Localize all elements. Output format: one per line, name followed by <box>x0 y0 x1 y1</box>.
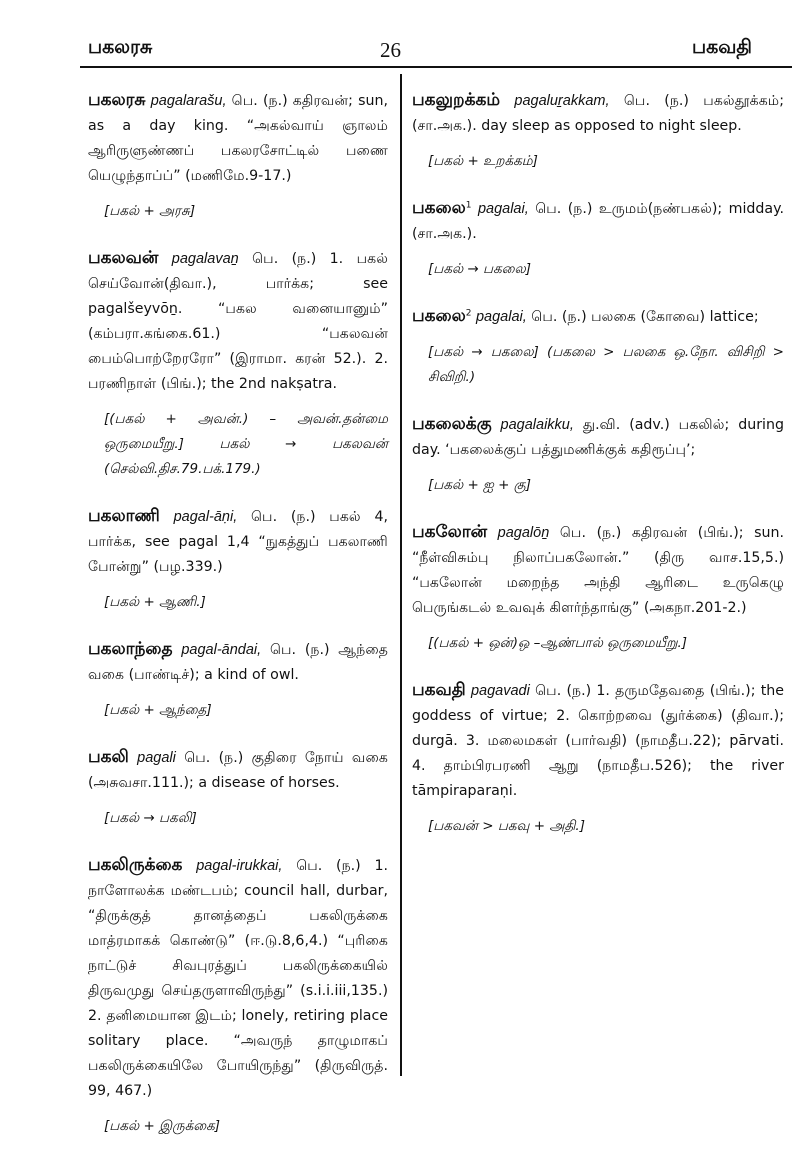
entry <box>412 520 784 656</box>
headword: பகலிருக்கை <box>88 855 183 875</box>
transliteration: pagal-irukkai, <box>196 858 283 874</box>
headword: பகலி <box>88 747 129 767</box>
etymology: [பகல் → பகலி] <box>104 810 197 826</box>
headword: பகலாந்தை <box>88 639 173 659</box>
etymology: [(பகல் + அவன்.) – அவன்.தன்மை ஒருமையீறு.] பகல் → பகலவன் (செல்வி.திச.79.பக்.179.) <box>104 411 388 477</box>
etymology: [பகல் + ஐ + கு] <box>428 477 531 493</box>
definition: பெ. (ந.) கதிரவன்; sun, as a day king. “அகல்வாய் ஞாலம் ஆரிருளுண்ணப் பகலரசோட்டில் பணை யெழுந்தாப்ப்” (மணிமே.9-17.) <box>88 93 389 184</box>
etymology: [பகல் + ஆந்தை] <box>104 702 212 718</box>
definition: பெ. (ந.) 1. பகல் செய்வோன்(திவா.), பார்க்க; see pagalšeyvōṉ. “பகல வனையானும்” (கம்பரா.கங்கை.61.) “பகலவன் பைம்பொற்றேரரோ” (இராமா. கரன் 52.). 2. பரணிநாள் (பிங்.); the 2nd nakṣatra. <box>88 251 388 392</box>
transliteration: pagal-āndai, <box>181 642 262 658</box>
headword: பகலோன் <box>412 522 488 542</box>
entry <box>412 196 784 282</box>
transliteration: pagalavaṉ <box>171 251 239 267</box>
definition: பெ. (ந.) கதிரவன் (பிங்.); sun. “நீள்விசும்பு நிலாப்பகலோன்.” (திரு வாச.15,5.) “பகலோன் மறைந்த அந்தி ஆரிடை உருகெழு பெருங்கடல் உவவுக் கிளர்ந்தாங்கு” (அகநா.201-2.) <box>412 525 784 616</box>
definition: பெ. (ந.) 1. தருமதேவதை (பிங்.); the goddess of virtue; 2. கொற்றவை (துர்க்கை) (திவா.); durgā. 3. மலைமகள் (பார்வதி) (நாமதீப.22); pārvati. 4. தாம்பிரபரணி ஆறு (நாமதீப.526); the river tāmpiraparaṇi. <box>412 683 784 799</box>
definition: து.வி. (adv.) பகலில்; during day. ‘பகலைக்குப் பத்துமணிக்குக் கதிரூப்பு’; <box>412 417 784 458</box>
definition: பெ. (ந.) ஆந்தை வகை (பாண்டிச்); a kind of owl. <box>88 642 388 683</box>
headword: பகலைக்கு <box>412 414 492 434</box>
column-divider <box>400 74 402 1076</box>
transliteration: pagalai, <box>475 309 527 325</box>
etymology: [பகல் + இருக்கை] <box>104 1118 221 1134</box>
header-first-word: பகலரசு <box>88 36 153 58</box>
left-column <box>88 88 388 1161</box>
headword: பகலவன் <box>88 248 159 268</box>
entry <box>88 853 388 1139</box>
headword: பகலரசு <box>88 90 146 110</box>
entry <box>88 745 388 831</box>
headword: பகலுறக்கம் <box>412 90 501 110</box>
definition: பெ. (ந.) பகல் 4, பார்க்க, see pagal 1,4 “நுகத்துப் பகலாணி போன்று” (பழ.339.) <box>88 509 388 575</box>
definition: பெ. (ந.) பலகை (கோவை) lattice; <box>531 309 759 325</box>
etymology: [பகல் + அரசு] <box>104 203 196 219</box>
transliteration: pagalarašu, <box>150 93 227 109</box>
etymology: [பகல் + உறக்கம்] <box>428 153 538 169</box>
definition: பெ. (ந.) பகல்தூக்கம்; (சா.அக.). day sleep as opposed to night sleep. <box>412 93 785 134</box>
headword: பகவதி <box>412 680 466 700</box>
entry <box>88 246 388 482</box>
headword: பகலை <box>412 306 466 326</box>
page-number: 26 <box>380 38 401 62</box>
headword: பகலாணி <box>88 506 160 526</box>
entry <box>88 504 388 615</box>
transliteration: pagavadi <box>470 683 530 699</box>
entry <box>412 304 784 390</box>
headword: பகலை <box>412 198 466 218</box>
etymology: [பகல் + ஆணி.] <box>104 594 206 610</box>
entry <box>88 637 388 723</box>
transliteration: pagali <box>137 750 176 766</box>
header-rule <box>80 66 792 68</box>
definition: பெ. (ந.) 1. நாளோலக்க மண்டபம்; council hall, durbar, “திருக்குத் தானத்தைப் பகலிருக்கை மாத்ரமாகக் கொண்டு” (ஈ.டு.8,6,4.) “புரிகை நாட்டுச் சிவபுரத்துப் பகலிருக்கையில் திருவமுது செய்தருளாவிருந்து” (s.i.i.iii,135.) 2. தனிமையான இடம்; lonely, retiring place solitary place. “அவருந் தாழுமாகப் பகலிருக்கையிலே போயிருந்து” (திருவிருத். 99, 467.) <box>88 858 388 1099</box>
entry <box>88 88 388 224</box>
etymology: [பகல் → பகலை] (பகலை > பலகை ஒ.நோ. விசிறி > சிவிறி.) <box>428 344 784 385</box>
transliteration: pagalaikku, <box>500 417 574 433</box>
transliteration: pagaluṟakkam, <box>514 93 610 109</box>
entry <box>412 88 784 174</box>
definition: பெ. (ந.) உருமம்(நண்பகல்); midday. (சா.அக.). <box>412 201 784 242</box>
header-last-word: பகவதி <box>691 36 752 58</box>
etymology: [(பகல் + ஒன்)ஒ –ஆண்பால் ஒருமையீறு.] <box>428 635 688 651</box>
homograph-number: 2 <box>465 308 472 319</box>
transliteration: pagalōṉ <box>497 525 550 541</box>
entry <box>412 678 784 839</box>
right-column <box>412 88 784 861</box>
etymology: [பகல் → பகலை] <box>428 261 531 277</box>
transliteration: pagal-āṇi, <box>173 509 238 525</box>
homograph-number: 1 <box>465 200 472 211</box>
running-header <box>0 36 800 68</box>
entry <box>412 412 784 498</box>
etymology: [பகவன் > பகவு + அதி.] <box>428 818 585 834</box>
transliteration: pagalai, <box>477 201 529 217</box>
definition: பெ. (ந.) குதிரை நோய் வகை (அசுவசா.111.); a disease of horses. <box>88 750 388 791</box>
